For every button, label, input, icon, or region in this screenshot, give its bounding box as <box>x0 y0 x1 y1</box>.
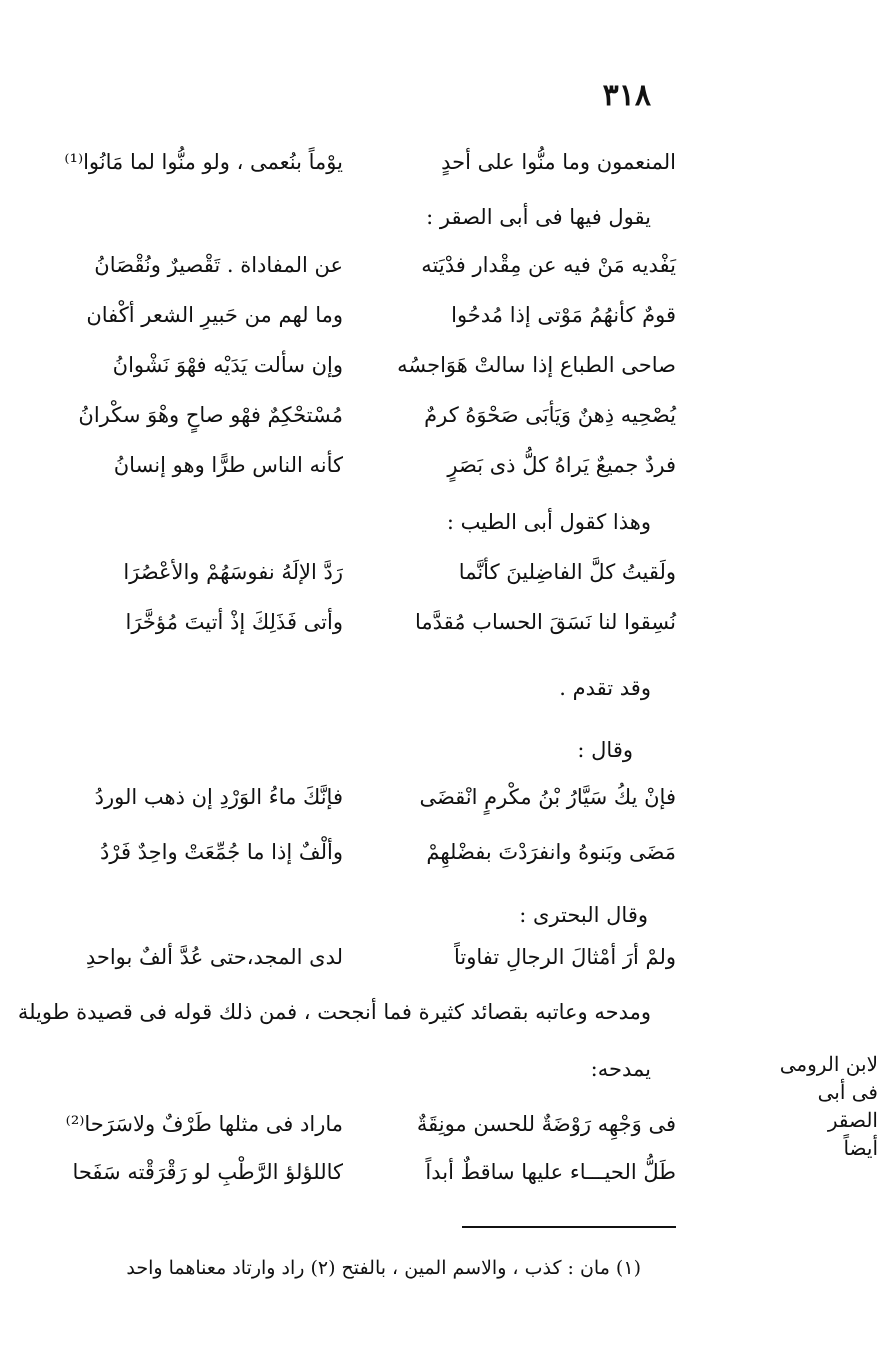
margin-note-line: أيضاً <box>843 1136 878 1160</box>
prose-paragraph: ومدحه وعاتبه بقصائد كثيرة فما أنجحت ، فمن ذلك قوله فى قصيدة طويلة <box>17 1000 651 1024</box>
verse-left-hemistich: وما لهم من حَبيرِ الشعر أكْفان <box>86 303 343 327</box>
verse-left-hemistich: كاللؤلؤ الرَّطْبِ لو رَقْرَقْته سَفَحا <box>72 1160 343 1184</box>
verse-right-hemistich: فإنْ يكُ سَيَّارُ بْنُ مكْرمٍ انْقضَى <box>419 785 676 809</box>
intro-line: وقال البحترى : <box>519 903 648 927</box>
verse-left-hemistich: يوْماً بنُعمى ، ولو منُّوا لما مَانُوا⁽¹⁾ <box>64 150 343 174</box>
verse-left-hemistich: وأتى فَذَلِكَ إذْ أتيتَ مُؤخَّرَا <box>125 610 343 634</box>
verse-right-hemistich: فى وَجْهِه رَوْضَةٌ للحسن مونِقَةٌ <box>416 1112 676 1136</box>
note-line: وقد تقدم . <box>559 676 651 700</box>
margin-note-line: فى أبى الصقر <box>817 1080 878 1132</box>
verse-left-hemistich: فإنَّكَ ماءُ الوَرْدِ إن ذهب الوردُ <box>94 785 343 809</box>
verse-right-hemistich: قومٌ كأنهُمُ مَوْتى إذا مُدحُوا <box>451 303 676 327</box>
verse-right-hemistich: مَضَى وبَنوهُ وانفرَدْتَ بفضْلهِمْ <box>426 840 676 864</box>
verse-left-hemistich: ماراد فى مثلها طَرْفٌ ولاسَرَحا⁽²⁾ <box>65 1112 343 1136</box>
verse-right-hemistich: طَلُّ الحيـــاء عليها ساقطٌ أبداً <box>425 1160 676 1184</box>
verse-left-hemistich: مُسْتحْكِمٌ فهْو صاحٍ وهْوَ سكْرانُ <box>78 403 343 427</box>
page-number: ٣١٨ <box>602 78 651 113</box>
verse-right-hemistich: فردٌ جميعٌ يَراهُ كلُّ ذى بَصَرٍ <box>447 453 676 477</box>
verse-right-hemistich: يَفْديه مَنْ فيه عن مِقْدار فدْيَته <box>421 253 676 277</box>
intro-line: وقال : <box>577 738 633 762</box>
verse-right-hemistich: نُسِقوا لنا نَسَقَ الحساب مُقدَّما <box>414 610 676 634</box>
footnote: (١) مان : كذب ، والاسم المين ، بالفتح (٢) راد وارتاد معناهما واحد <box>126 1257 641 1279</box>
verse-left-hemistich: وألْفٌ إذا ما جُمِّعَتْ واحِدٌ فَرْدُ <box>100 840 343 864</box>
margin-note <box>768 1050 878 1162</box>
verse-right-hemistich: صاحى الطباع إذا سالتْ هَوَاجسُه <box>397 353 676 377</box>
verse-left-hemistich: عن المفاداة . تَقْصيرٌ ونُقْصَانُ <box>94 253 343 277</box>
intro-line: يمدحه: <box>590 1057 651 1081</box>
verse-right-hemistich: يُصْحِيه ذِهنٌ وَيَأبَى صَحْوَهُ كرمٌ <box>424 403 676 427</box>
verse-right-hemistich: المنعمون وما منُّوا على أحدٍ <box>441 150 676 174</box>
verse-right-hemistich: ولَقيتُ كلَّ الفاضِلينَ كأنَّما <box>458 560 676 584</box>
verse-right-hemistich: ولمْ أرَ أمْثالَ الرجالِ تفاوتاً <box>454 945 676 969</box>
margin-note-line: لابن الرومى <box>779 1052 878 1076</box>
verse-left-hemistich: رَدَّ الإلَهُ نفوسَهُمْ والأعْصُرَا <box>123 560 343 584</box>
footnote-divider <box>462 1226 676 1228</box>
intro-line: وهذا كقول أبى الطيب : <box>446 510 651 534</box>
verse-left-hemistich: لدى المجد،حتى عُدَّ ألفٌ بواحدِ <box>85 945 343 969</box>
verse-left-hemistich: كأنه الناس طرًّا وهو إنسانُ <box>113 453 343 477</box>
verse-left-hemistich: وإن سألت يَدَيْه فهْوَ نَشْوانُ <box>112 353 343 377</box>
intro-line: يقول فيها فى أبى الصقر : <box>426 205 651 229</box>
